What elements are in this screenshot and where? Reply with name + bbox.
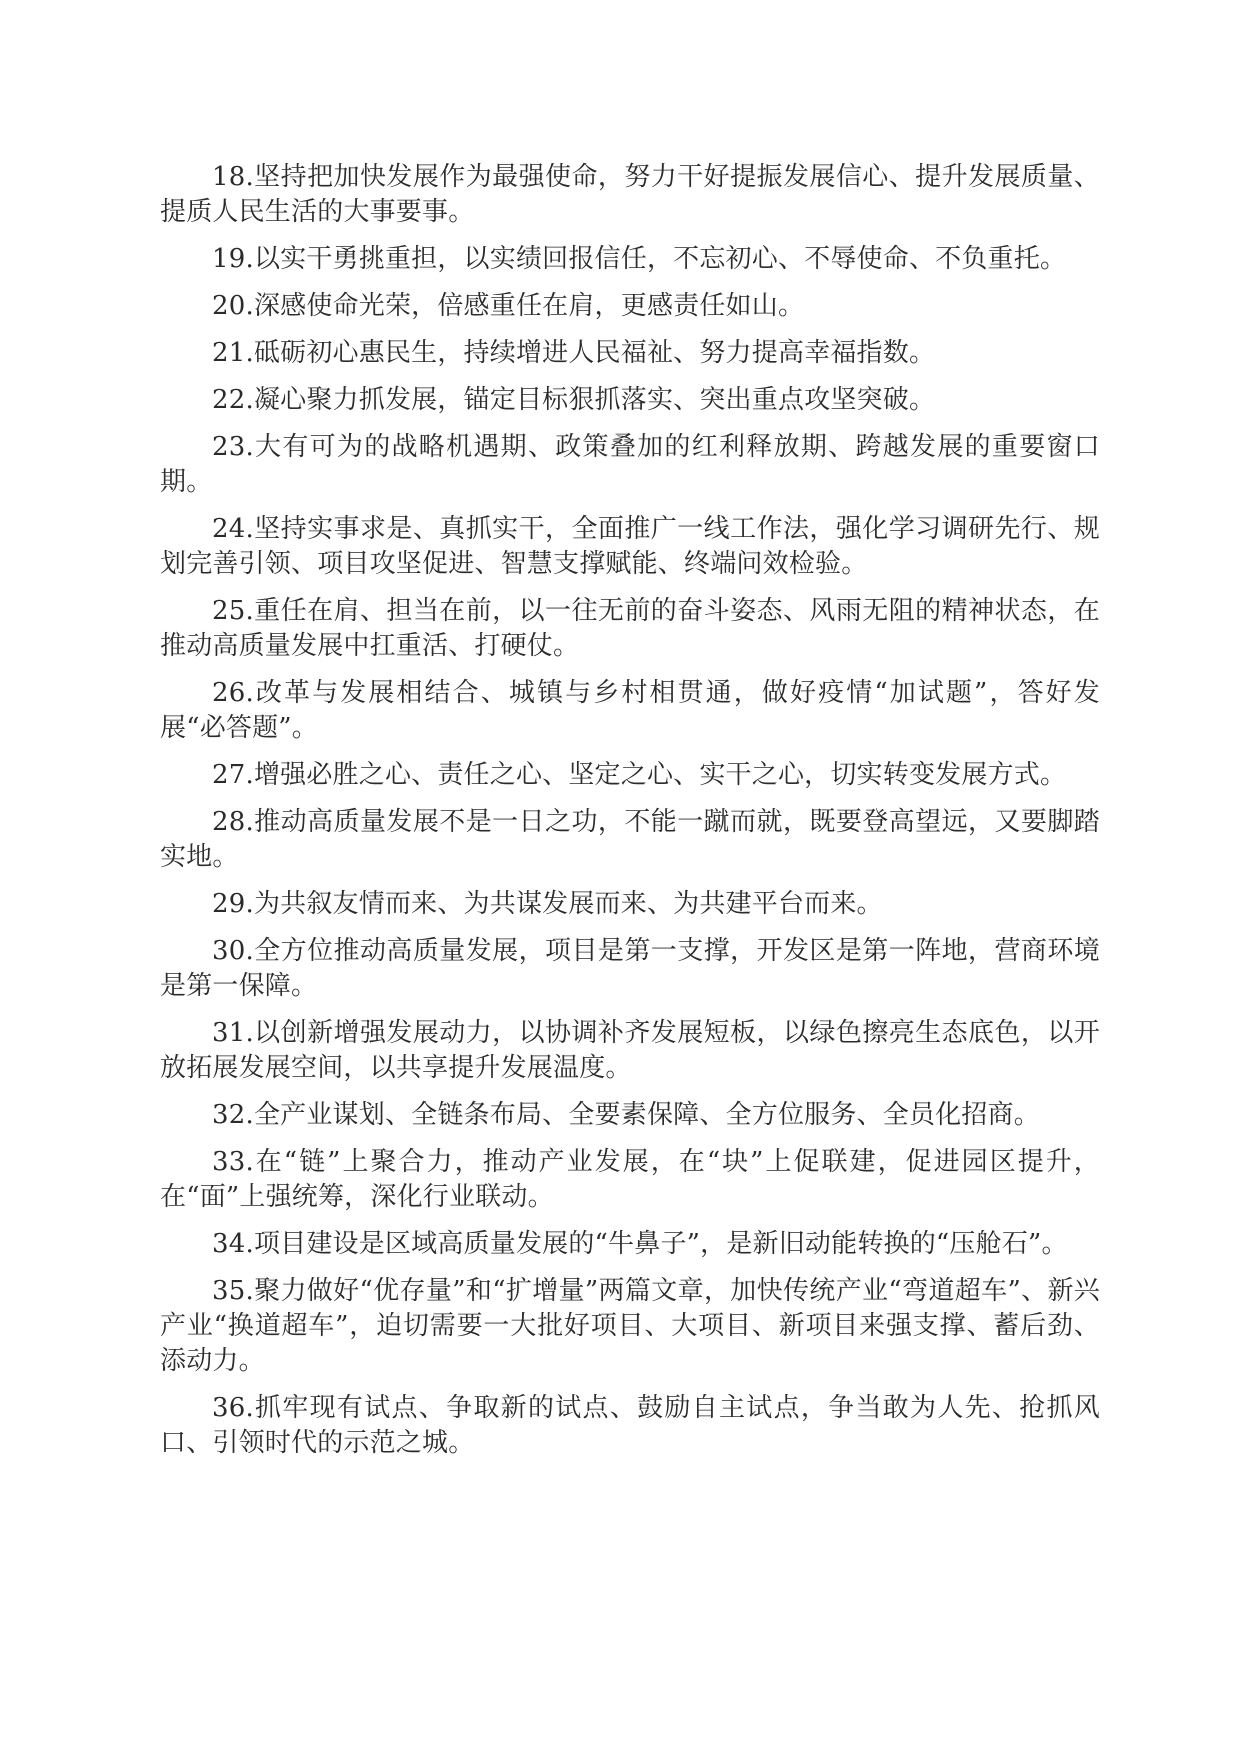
paragraph-30: 30.全方位推动高质量发展，项目是第一支撑，开发区是第一阵地，营商环境是第一保障。 — [160, 936, 1100, 1001]
paragraph-35: 35.聚力做好“优存量”和“扩增量”两篇文章，加快传统产业“弯道超车”、新兴产业“换道超车”，迫切需要一大批好项目、大项目、新项目来强支撑、蓄后劲、添动力。 — [160, 1276, 1100, 1376]
paragraph-36: 36.抓牢现有试点、争取新的试点、鼓励自主试点，争当敢为人先、抢抓风口、引领时代的示范之城。 — [160, 1393, 1100, 1458]
paragraph-29: 29.为共叙友情而来、为共谋发展而来、为共建平台而来。 — [212, 889, 883, 919]
paragraph-23: 23.大有可为的战略机遇期、政策叠加的红利释放期、跨越发展的重要窗口期。 — [160, 432, 1100, 497]
paragraph-25: 25.重任在肩、担当在前，以一往无前的奋斗姿态、风雨无阻的精神状态，在推动高质量发展中扛重活、打硬仗。 — [160, 596, 1100, 661]
paragraph-34: 34.项目建设是区域高质量发展的“牛鼻子”，是新旧动能转换的“压舱石”。 — [212, 1229, 1068, 1259]
document-body — [160, 160, 1100, 1473]
paragraph-24: 24.坚持实事求是、真抓实干，全面推广一线工作法，强化学习调研先行、规划完善引领、项目攻坚促进、智慧支撑赋能、终端问效检验。 — [160, 514, 1100, 579]
paragraph-21: 21.砥砺初心惠民生，持续增进人民福祉、努力提高幸福指数。 — [212, 338, 936, 368]
paragraph-22: 22.凝心聚力抓发展，锚定目标狠抓落实、突出重点攻坚突破。 — [212, 385, 936, 415]
paragraph-27: 27.增强必胜之心、责任之心、坚定之心、实干之心，切实转变发展方式。 — [212, 760, 1067, 790]
paragraph-19: 19.以实干勇挑重担，以实绩回报信任，不忘初心、不辱使命、不负重托。 — [212, 244, 1067, 274]
paragraph-26: 26.改革与发展相结合、城镇与乡村相贯通，做好疫情“加试题”，答好发展“必答题”。 — [160, 678, 1100, 743]
paragraph-31: 31.以创新增强发展动力，以协调补齐发展短板，以绿色擦亮生态底色，以开放拓展发展空间，以共享提升发展温度。 — [160, 1018, 1100, 1083]
paragraph-33: 33.在“链”上聚合力，推动产业发展，在“块”上促联建，促进园区提升，在“面”上强统筹，深化行业联动。 — [160, 1147, 1100, 1212]
paragraph-18: 18.坚持把加快发展作为最强使命，努力干好提振发展信心、提升发展质量、提质人民生活的大事要事。 — [160, 162, 1100, 227]
paragraph-32: 32.全产业谋划、全链条布局、全要素保障、全方位服务、全员化招商。 — [212, 1100, 1040, 1130]
paragraph-28: 28.推动高质量发展不是一日之功，不能一蹴而就，既要登高望远，又要脚踏实地。 — [160, 807, 1100, 872]
paragraph-20: 20.深感使命光荣，倍感重任在肩，更感责任如山。 — [212, 291, 805, 321]
